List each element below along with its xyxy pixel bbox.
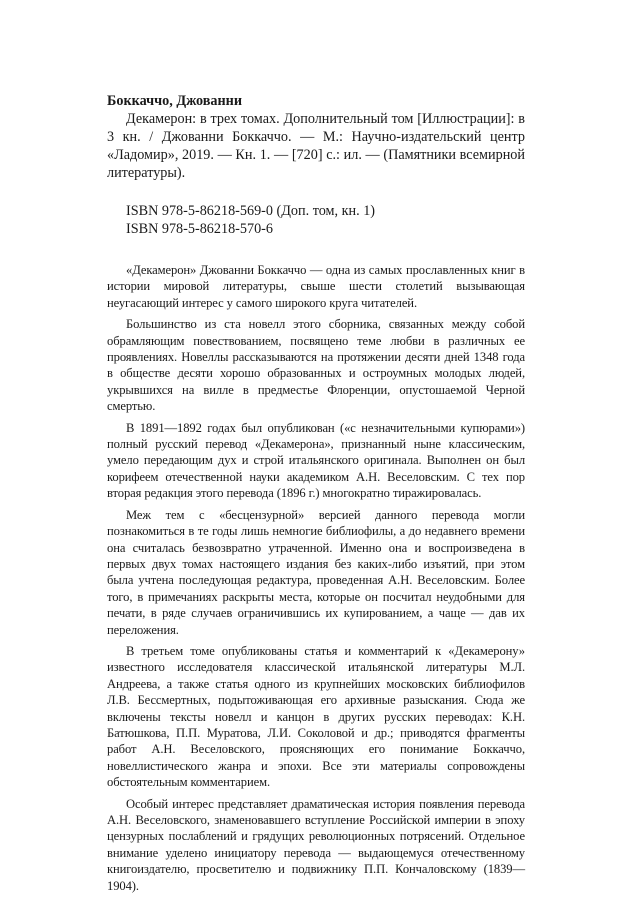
- catalog-card: [107, 92, 525, 899]
- isbn-block: [107, 202, 525, 238]
- bibliographic-description: Декамерон: в трех томах. Дополнительный том [Иллюстрации]: в 3 кн. / Джованни Боккаччо. — М.: Научно-издательский центр «Ладомир», 2019. — Кн. 1. — [720] с.: ил. — (Памятники всемирной литературы).: [107, 111, 525, 181]
- annotation-paragraph: Меж тем с «бесцензурной» версией данного перевода могли познакомиться в те годы лишь немногие библиофилы, а до недавнего времени она считалась безвозвратно утраченной. Именно она и воспроизведена в первых двух томах настоящего издания без каких-либо изъятий, при этом была учтена последующая редактура, проведенная А.Н. Веселовским. Более того, в примечаниях раскрыты места, которые он посчитал неудобными для печати, в ряде случаев ограничившись их купированием, а чаще — дав их переложения.: [107, 507, 525, 637]
- annotation-paragraph: «Декамерон» Джованни Боккаччо — одна из самых прославленных книг в истории мировой литературы, свыше шести столетий вызывающая неугасающий интерес у самого широкого круга читателей.: [107, 263, 525, 310]
- annotation: [107, 262, 525, 894]
- annotation-paragraph: В третьем томе опубликованы статья и комментарий к «Декамерону» известного исследователя классической итальянской литературы М.Л. Андреева, а также статья одного из крупнейших московских библиофилов Л.В. Бессмертных, подытоживающая его архивные разыскания. Сюда же включены тексты новелл и канцон в других русских переводах: К.Н. Батюшкова, П.П. Муратова, Л.И. Соколовой и др.; приводятся фрагменты работ А.Н. Веселовского, проясняющих его понимание Боккаччо, новеллистического жанра и эпохи. Все эти материалы сопровождены обстоятельным комментарием.: [107, 643, 525, 790]
- isbn-line: ISBN 978-5-86218-570-6: [126, 221, 273, 237]
- annotation-paragraph: В 1891—1892 годах был опубликован («с незначительными купюрами») полный русский перевод «Декамерона», признанный ныне классическим, умело передающим дух и строй итальянского оригинала. Выполнен он был корифеем отечественной науки академиком А.Н. Веселовским. С тех пор вторая редакция этого перевода (1896 г.) многократно тиражировалась.: [107, 420, 525, 501]
- author-heading: Боккаччо, Джованни: [107, 93, 243, 109]
- annotation-paragraph: Большинство из ста новелл этого сборника, связанных между собой обрамляющим повествованием, посвящено теме любви в различных ее проявлениях. Новеллы рассказываются на протяжении десяти дней 1348 года в обществе десяти хорошо образованных и остроумных молодых людей, укрывшихся на вилле в предместье Флоренции, опустошаемой Черной смертью.: [107, 317, 525, 414]
- isbn-line: ISBN 978-5-86218-569-0 (Доп. том, кн. 1): [126, 203, 376, 219]
- annotation-paragraph: Особый интерес представляет драматическая история появления перевода А.Н. Веселовского, знаменовавшего вступление Российской империи в эпоху цензурных послаблений и грядущих революционных потрясений. Отдельное внимание уделено инициатору перевода — выдающемуся отечественному книгоиздателю, просветителю и подвижнику П.П. Кончаловскому (1839—1904).: [107, 796, 525, 893]
